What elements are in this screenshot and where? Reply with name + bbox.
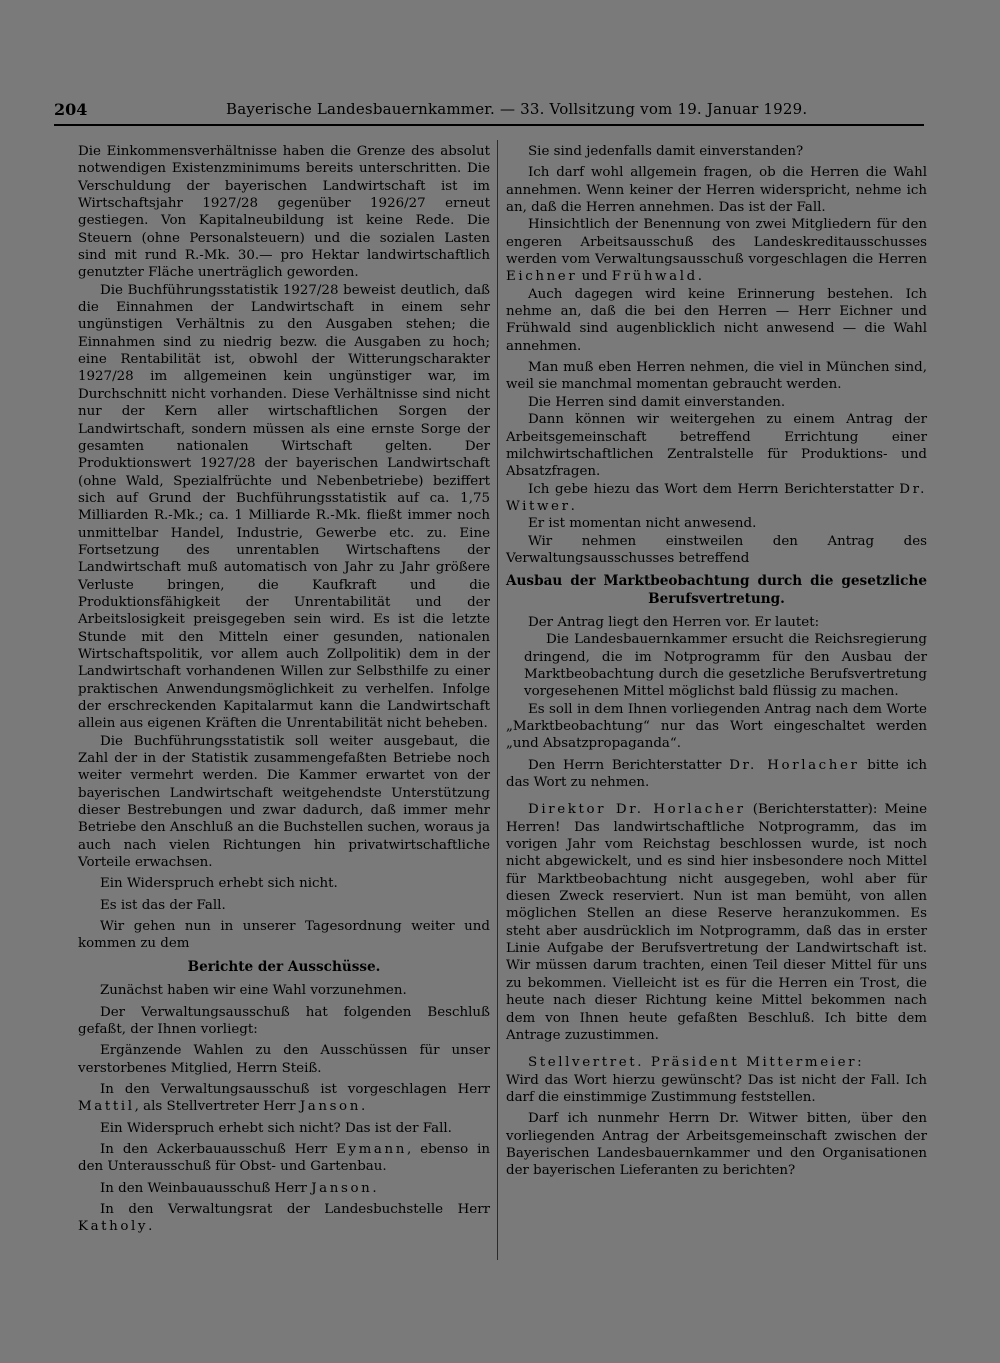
paragraph: Darf ich nunmehr Herrn Dr. Witwer bitten, über den vorliegenden Antrag der Arbeitsgemeinschaft zwischen der Bayerischen Landesbauernkammer und den Organisationen der bayerischen Lieferanten zu berichten?: [506, 1111, 927, 1179]
person-name: Mattil: [78, 1099, 135, 1115]
text: , als Stellvertreter Herr: [134, 1099, 296, 1115]
speaker-name: Stellvertret. Präsident Mittermeier:: [528, 1055, 865, 1071]
person-name: Frühwald: [611, 269, 698, 285]
paragraph: Wird das Wort hierzu gewünscht? Das ist nicht der Fall. Ich darf die einstimmige Zustimmung feststellen.: [506, 1072, 927, 1105]
paragraph: Ich darf wohl allgemein fragen, ob die Herren die Wahl annehmen. Wenn keiner der Herren widerspricht, nehme ich an, daß die Herren annehmen. Das ist der Fall.: [506, 165, 927, 216]
person-name: Janson: [299, 1099, 361, 1115]
running-title: Bayerische Landesbauernkammer. — 33. Vollsitzung vom 19. Januar 1929.: [226, 100, 808, 118]
person-name: Dr. Horlacher: [729, 757, 860, 773]
person-name: Katholy: [78, 1219, 149, 1235]
paragraph: [78, 1141, 490, 1176]
person-name: Eichner: [506, 269, 578, 285]
text: Den Herrn Berichterstatter: [528, 757, 722, 773]
paragraph: Wir nehmen einstweilen den Antrag des Verwaltungsausschusses betreffend: [506, 533, 927, 566]
section-heading: Ausbau der Marktbeobachtung durch die gesetzliche Berufsvertretung.: [506, 573, 927, 607]
text: bitte ich das Wort zu nehmen.: [506, 757, 927, 791]
person-name: Janson: [311, 1180, 373, 1196]
paragraph: Der Antrag liegt den Herren vor. Er lautet:: [528, 614, 820, 630]
column-divider: [497, 140, 498, 1260]
person-name: Eymann: [336, 1141, 407, 1157]
paragraph: Auch dagegen wird keine Erinnerung bestehen. Ich nehme an, daß die bei den Herren — Herr Eichner und Frühwald sind augenblicklich nicht anwesend — die Wahl annehmen.: [506, 286, 927, 354]
paragraph: In den Weinbauausschuß Herr Janson.: [100, 1180, 377, 1196]
paragraph: Die Buchführungsstatistik 1927/28 beweist deutlich, daß die Einnahmen der Landwirtschaft in einem sehr ungünstigen Verhältnis zu den Ausgaben stehen; die Einnahmen sind zu niedrig bezw. die Ausgaben zu hoch; eine Rentabilität ist, obwohl der Witterungscharakter 1927/28 im allgemeinen kein ungünstiger war, im Durchschnitt nicht vorhanden. Diese Verhältnisse sind nicht nur der Kern aller wirtschaftlichen Sorgen der Landwirtschaft, sondern müssen als eine ernste Sorge der gesamten nationalen Wirtschaft gelten. Der Produktionswert 1927/28 der bayerischen Landwirtschaft (ohne Wald, Spezialfrüchte und Nebenbetriebe) beziffert sich auf Grund der Buchführungsstatistik auf ca. 1,75 Milliarden R.-Mk.; ca. 1 Milliarde R.-Mk. fließt immer noch unmittelbar Handel, Industrie, Gewerbe etc. zu. Eine Fortsetzung des unrentablen Wirtschaftens der Landwirtschaft muß automatisch von Jahr zu Jahr größere Verluste bringen, die Kaufkraft und die Produktionsfähigkeit der Unrentabilität und der Arbeitslosigkeit preisgegeben sein wird. Es ist die letzte Stunde mit den Mitteln einer gesunden, nationalen Wirtschaftspolitik, vor allem auch Zollpolitik) dem in der Landwirtschaft vorhandenen Willen zur Selbsthilfe zu einer praktischen Anwendungsmöglichkeit zu verhelfen. Infolge der erschreckenden Kapitalarmut kann die Landwirtschaft allein aus eigenen Kräften die Unrentabilität nicht beheben.: [78, 282, 490, 732]
text: (Berichterstatter): Meine Herren! Das landwirtschaftliche Notprogramm, das im vorigen Jahr vom Reichstag beschlossen wurde, ist noch nicht abgewickelt, und es sind hier insbesondere noch Mittel für Marktbeobachtung nicht ausgegeben, wohl aber für diesen Zweck reserviert. Nun ist man bemüht, von allen möglichen Stellen an diese Reserve heranzukommen. Es steht aber ausdrücklich im Notprogramm, daß das in erster Linie Aufgabe der Berufsvertretung der Landwirtschaft ist. Wir müssen darum trachten, einen Teil dieser Mittel für uns zu bekommen. Vielleicht ist es für die Herren ein Trost, die heute nach dieser Richtung keine Mittel bekommen nach dem von Ihnen heute gefaßten Beschluß. Ich bitte dem Antrage zuzustimmen.: [506, 802, 927, 1043]
text: Hinsichtlich der Benennung von zwei Mitgliedern für den engeren Arbeitsausschuß des Landeskreditausschusses werden vom Verwaltungsausschuß vorgeschlagen die Herren: [506, 217, 927, 268]
right-column: [506, 143, 927, 1180]
text: In den Ackerbauausschuß Herr: [100, 1141, 328, 1157]
text: In den Verwaltungsrat der Landesbuchstelle Herr: [100, 1201, 490, 1217]
paragraph: Man muß eben Herren nehmen, die viel in München sind, weil sie manchmal momentan gebraucht werden.: [506, 360, 927, 393]
paragraph: Ich gebe hiezu das Wort dem Herrn Berichterstatter Dr. Witwer.: [506, 481, 927, 514]
paragraph: Hinsichtlich der Benennung von zwei Mitgliedern für den engeren Arbeitsausschuß des Landeskreditausschusses werden vom Verwaltungsausschuß vorgeschlagen die Herren Eichner und Frühwald.: [506, 217, 927, 285]
page-header: [54, 98, 924, 126]
paragraph: [506, 757, 927, 792]
paragraph: Die Einkommensverhältnisse haben die Grenze des absolut notwendigen Existenzminimums bereits unterschritten. Die Verschuldung der bayerischen Landwirtschaft ist im Wirtschaftsjahr 1927/28 gegenüber 1926/27 erneut gestiegen. Von Kapitalneubildung ist keine Rede. Die Steuern (ohne Personalsteuern) und die sozialen Lasten sind mit rund R.-Mk. 30.— pro Hektar landwirtschaftlich genutzter Fläche unerträglich geworden.: [78, 144, 490, 281]
paragraph: Zunächst haben wir eine Wahl vorzunehmen.: [100, 983, 407, 999]
paragraph: Wir gehen nun in unserer Tagesordnung weiter und kommen zu dem: [78, 919, 490, 952]
paragraph: Sie sind jedenfalls damit einverstanden?: [528, 144, 804, 159]
text: In den Verwaltungsausschuß ist vorgeschlagen Herr: [100, 1081, 490, 1097]
text: , ebenso in den Unterausschuß für Obst- und Gartenbau.: [78, 1141, 490, 1175]
paragraph: Die Herren sind damit einverstanden.: [528, 394, 786, 410]
paragraph: Dann können wir weitergehen zu einem Antrag der Arbeitsgemeinschaft betreffend Errichtung einer milchwirtschaftlichen Zentralstelle für Produktions- und Absatzfragen.: [506, 412, 927, 480]
page-number: 204: [54, 100, 88, 119]
person-name: Dr. Witwer: [506, 481, 927, 514]
paragraph: Der Verwaltungsausschuß hat folgenden Beschluß gefaßt, der Ihnen vorliegt:: [78, 1004, 490, 1037]
paragraph: Es ist das der Fall.: [100, 897, 226, 913]
paragraph: Ein Widerspruch erhebt sich nicht? Das ist der Fall.: [100, 1120, 452, 1136]
speaker-line: [506, 1054, 927, 1071]
text: In den Weinbauausschuß Herr: [100, 1180, 307, 1196]
paragraph: Es soll in dem Ihnen vorliegenden Antrag nach dem Worte „Marktbeobachtung“ nur das Wort eingeschaltet werden „und Absatzpropaganda“.: [506, 701, 927, 752]
text: Ich gebe hiezu das Wort dem Herrn Berichterstatter: [528, 481, 894, 497]
text: und: [581, 269, 608, 285]
paragraph: [506, 801, 927, 1044]
speaker-name: Direktor Dr. Horlacher: [528, 802, 746, 818]
paragraph: Die Buchführungsstatistik soll weiter ausgebaut, die Zahl der in der Statistik zusammengefaßten Betriebe noch weiter vermehrt werden. Die Kammer erwartet von der bayerischen Landwirtschaft weitgehendste Unterstützung dieser Bestrebungen und zwar dadurch, daß immer mehr Betriebe den Anschluß an die Buchstellen suchen, woraus ja auch nach vielen Richtungen hin privatwirtschaftliche Vorteile erwachsen.: [78, 733, 490, 871]
paragraph: Er ist momentan nicht anwesend.: [528, 516, 757, 532]
paragraph: Ergänzende Wahlen zu den Ausschüssen für unser verstorbenes Mitglied, Herrn Steiß.: [78, 1043, 490, 1076]
paragraph: In den Verwaltungsrat der Landesbuchstelle Herr Katholy.: [78, 1201, 490, 1235]
paragraph: Ein Widerspruch erhebt sich nicht.: [100, 876, 338, 892]
paragraph: In den Verwaltungsausschuß ist vorgeschlagen Herr Mattil, als Stellvertreter Herr Janson.: [78, 1081, 490, 1115]
left-column: [78, 143, 490, 1236]
quoted-motion: Die Landesbauernkammer ersucht die Reichsregierung dringend, die im Notprogramm für den Ausbau der Marktbeobachtung durch die gesetzliche Berufsvertretung vorgesehenen Mittel möglichst bald flüssig zu machen.: [524, 632, 927, 700]
section-heading: Berichte der Ausschüsse.: [187, 958, 381, 975]
